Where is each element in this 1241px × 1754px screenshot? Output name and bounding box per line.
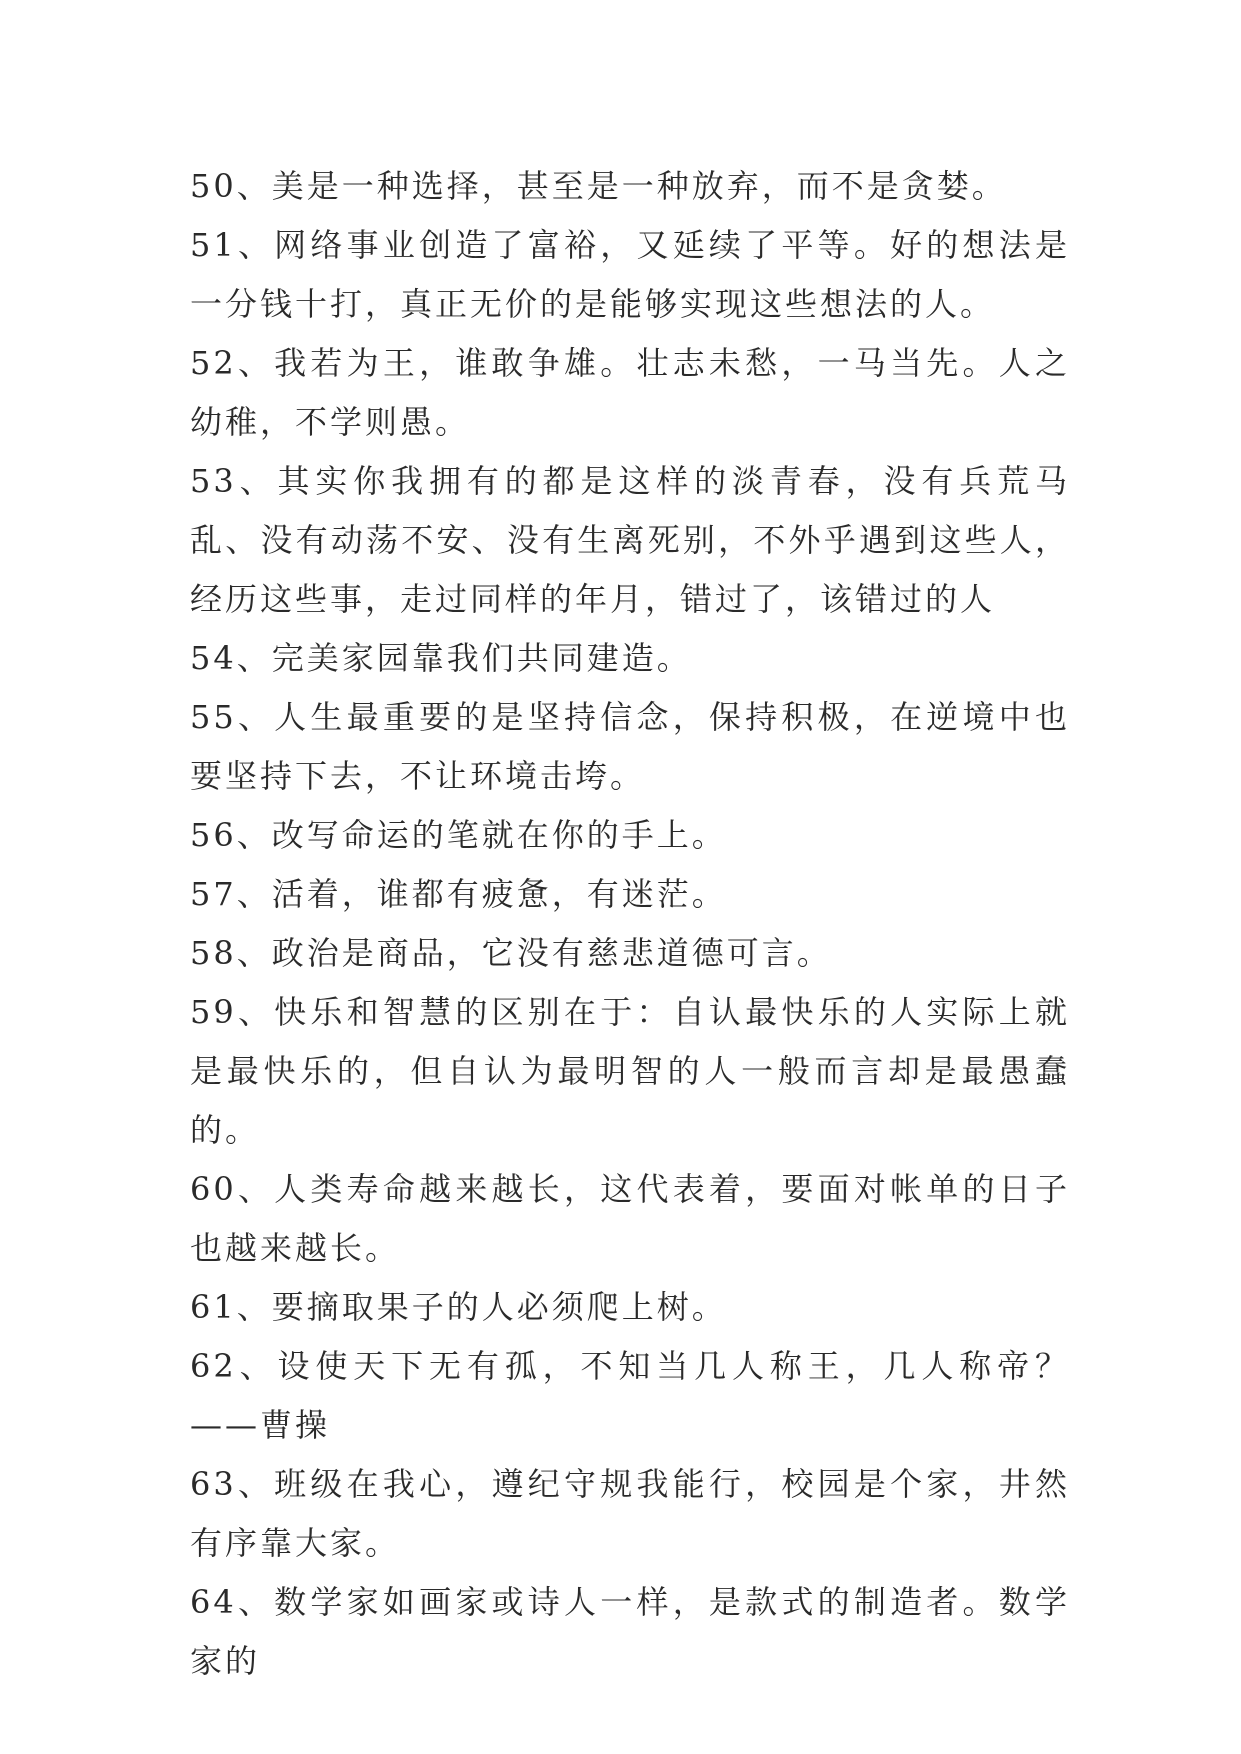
quote-item-57: 57、活着，谁都有疲惫，有迷茫。 xyxy=(190,875,727,913)
quote-item-54: 54、完美家园靠我们共同建造。 xyxy=(190,639,692,677)
quote-list xyxy=(190,157,1070,1691)
quote-item-63: 63、班级在我心，遵纪守规我能行，校园是个家，井然有序靠大家。 xyxy=(190,1465,1070,1562)
quote-item-50: 50、美是一种选择，甚至是一种放弃，而不是贪婪。 xyxy=(190,167,1007,205)
quote-item-61: 61、要摘取果子的人必须爬上树。 xyxy=(190,1288,727,1326)
quote-item-60: 60、人类寿命越来越长，这代表着，要面对帐单的日子也越来越长。 xyxy=(190,1170,1070,1267)
quote-item-52: 52、我若为王，谁敢争雄。壮志未愁，一马当先。人之幼稚，不学则愚。 xyxy=(190,344,1070,441)
quote-item-56: 56、改写命运的笔就在你的手上。 xyxy=(190,816,727,854)
quote-item-53: 53、其实你我拥有的都是这样的淡青春，没有兵荒马乱、没有动荡不安、没有生离死别，不外乎遇到这些人，经历这些事，走过同样的年月，错过了，该错过的人 xyxy=(190,462,1070,618)
quote-item-62: 62、设使天下无有孤，不知当几人称王，几人称帝？——曹操 xyxy=(190,1347,1070,1444)
quote-item-55: 55、人生最重要的是坚持信念，保持积极，在逆境中也要坚持下去，不让环境击垮。 xyxy=(190,698,1070,795)
quote-item-51: 51、网络事业创造了富裕，又延续了平等。好的想法是一分钱十打，真正无价的是能够实现这些想法的人。 xyxy=(190,226,1070,323)
quote-item-58: 58、政治是商品，它没有慈悲道德可言。 xyxy=(190,934,832,972)
quote-item-64: 64、数学家如画家或诗人一样，是款式的制造者。数学家的 xyxy=(190,1583,1070,1680)
quote-item-59: 59、快乐和智慧的区别在于：自认最快乐的人实际上就是最快乐的，但自认为最明智的人一般而言却是最愚蠢的。 xyxy=(190,993,1070,1149)
